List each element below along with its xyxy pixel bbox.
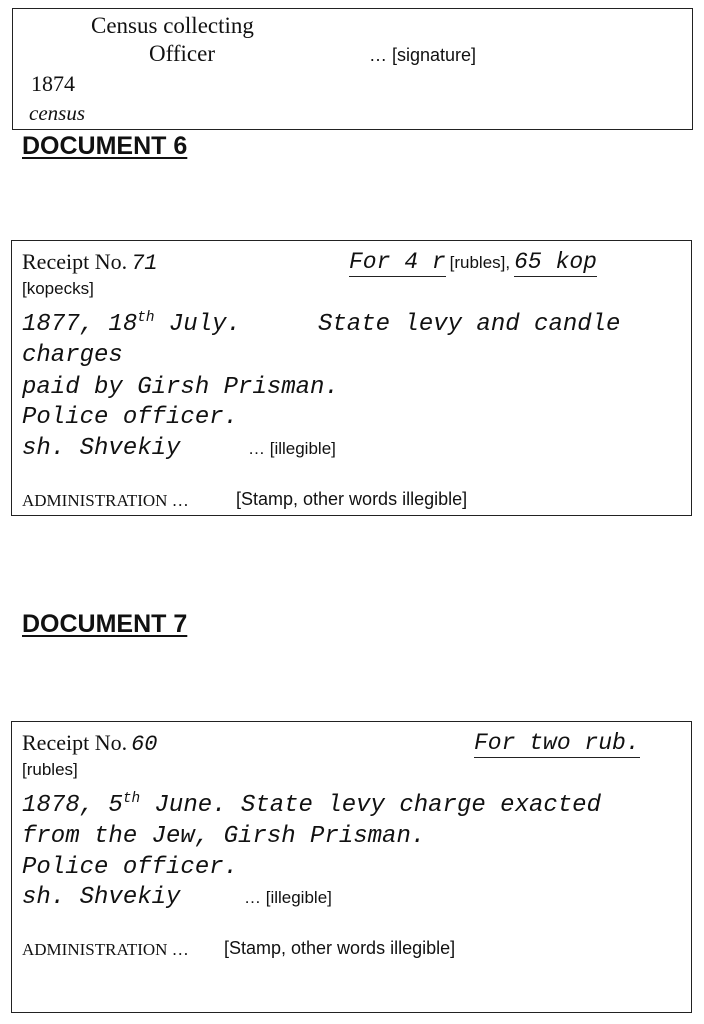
levy-text: State levy and candle: [318, 311, 621, 338]
signature-note: … [signature]: [369, 45, 477, 65]
date-line: [22, 311, 241, 338]
paid-by-line: paid by Girsh Prisman.: [22, 374, 339, 401]
administration-label: ADMINISTRATION …: [22, 940, 189, 959]
kopecks-note: [kopecks]: [22, 279, 94, 298]
receipt-label: Receipt No.: [22, 730, 128, 755]
from-line: from the Jew, Girsh Prisman.: [22, 823, 426, 850]
receipt-number: 71: [131, 251, 158, 276]
date-year: 1878, 5: [22, 792, 123, 819]
census-word: census: [29, 101, 85, 125]
signatory-name: sh. Shvekiy: [22, 884, 181, 911]
rubles-note: [rubles]: [22, 760, 78, 779]
stamp-note: [Stamp, other words illegible]: [224, 938, 456, 958]
date-sup: th: [137, 310, 155, 326]
illegible-note: … [illegible]: [248, 439, 336, 458]
receipt-number: 60: [131, 732, 158, 757]
for-amount: For 4 r: [349, 249, 446, 275]
signatory-name: sh. Shvekiy: [22, 435, 181, 462]
illegible-note: … [illegible]: [244, 888, 332, 907]
census-line2: Officer: [149, 41, 215, 66]
census-box: [12, 8, 693, 130]
date-sup: th: [122, 791, 141, 807]
police-officer-line: Police officer.: [22, 404, 239, 431]
document-6-heading: DOCUMENT 6: [22, 132, 188, 160]
stamp-note: [Stamp, other words illegible]: [236, 489, 468, 509]
amount-line: [349, 249, 597, 275]
administration-label: ADMINISTRATION …: [22, 491, 189, 510]
kop-amount: 65 kop: [514, 249, 597, 275]
police-officer-line: Police officer.: [22, 854, 239, 881]
for-amount-text: For two rub.: [474, 730, 640, 756]
receipt-line: [22, 249, 158, 276]
document-7-receipt: [11, 721, 692, 1013]
document-6-receipt: [11, 240, 692, 516]
document-7-heading: DOCUMENT 7: [22, 610, 188, 638]
date-rest: July.: [154, 311, 241, 338]
charges-line: charges: [22, 342, 123, 369]
date-line: [22, 792, 601, 819]
receipt-line: [22, 730, 158, 757]
census-line1: Census collecting: [91, 13, 254, 38]
receipt-label: Receipt No.: [22, 249, 128, 274]
for-amount: [474, 730, 640, 756]
date-rest: June. State levy charge exacted: [140, 792, 601, 819]
census-year: 1874: [31, 71, 75, 96]
date-year: 1877, 18: [22, 311, 138, 338]
rubles-note: [rubles],: [449, 253, 511, 272]
